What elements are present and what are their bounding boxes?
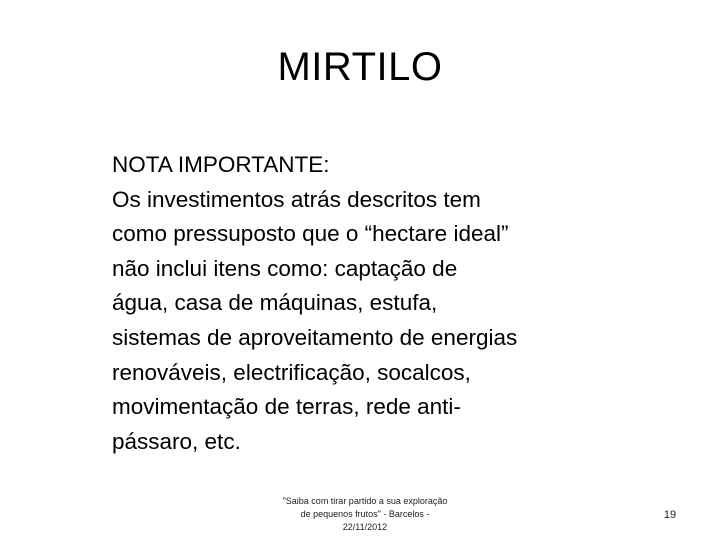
body-line: NOTA IMPORTANTE: (112, 152, 330, 177)
body-line: água, casa de máquinas, estufa, (112, 290, 438, 316)
slide-title: MIRTILO (277, 45, 443, 89)
footer-line: 22/11/2012 (342, 522, 388, 532)
body-line: não inclui itens como: captação de (112, 255, 458, 281)
slide-body (112, 148, 602, 459)
body-line: movimentação de terras, rede anti- (112, 394, 461, 420)
footer-line: "Saiba com tirar partido a sua exploração (282, 496, 448, 506)
body-line: Os investimentos atrás descritos tem (112, 186, 481, 212)
footer-line: de pequenos frutos" - Barcelos - (300, 509, 430, 519)
body-line: pássaro, etc. (112, 428, 241, 454)
body-line: sistemas de aproveitamento de energias (112, 324, 518, 350)
body-line: como pressuposto que o “hectare ideal” (112, 221, 509, 247)
slide-footer (250, 495, 480, 534)
body-line: renováveis, electrificação, socalcos, (112, 359, 471, 385)
page-number: 19 (663, 509, 677, 521)
